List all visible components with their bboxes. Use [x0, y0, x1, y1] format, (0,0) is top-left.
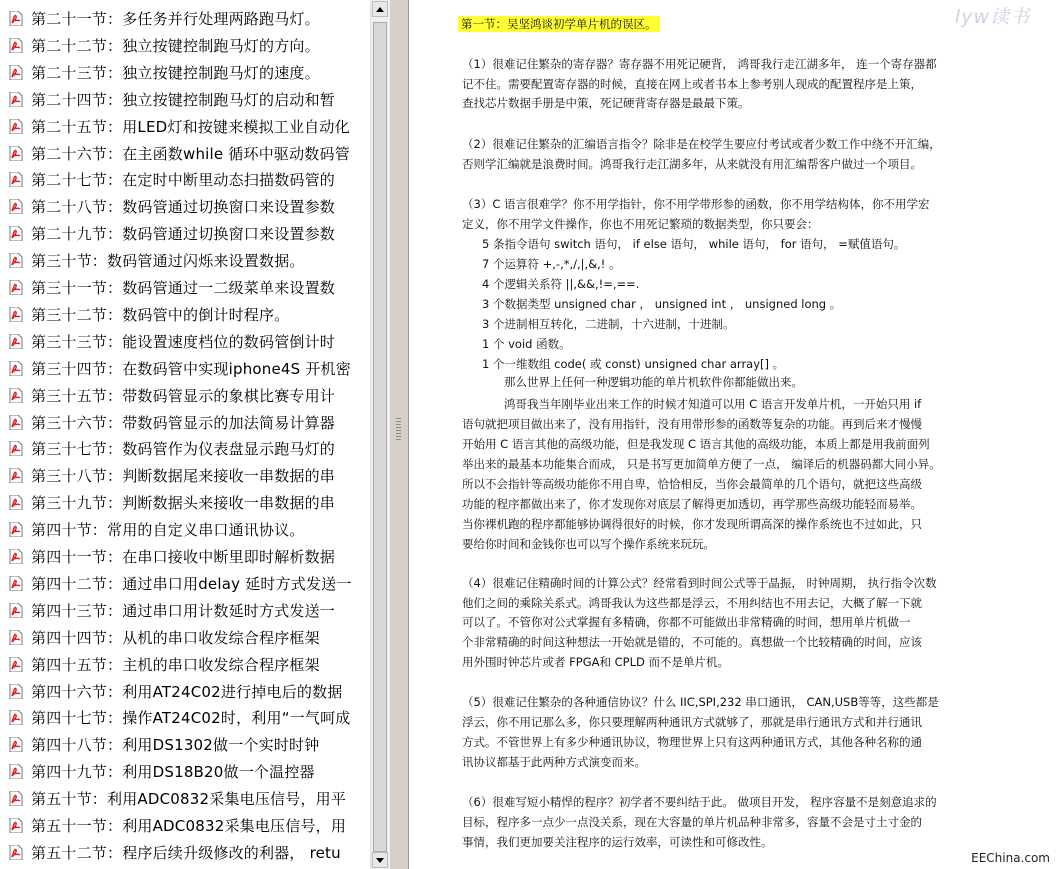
- toc-item-label: 第二十八节：数码管通过切换窗口来设置参数: [31, 197, 336, 216]
- paragraph-line: 方式。不管世界上有多少种通讯协议，物理世界上只有这两种通讯方式，其他各种名称的通: [462, 735, 922, 749]
- pdf-bookmark-icon: [9, 199, 23, 214]
- toc-item-label: 第四十节：常用的自定义串口通讯协议。: [31, 520, 305, 539]
- paragraph-line: 当你裸机跑的程序都能够协调得很好的时候，你才发现所谓高深的操作系统也不过如此，只: [462, 517, 922, 531]
- toc-item-label: 第四十二节：通过串口用delay 延时方式发送一: [31, 574, 352, 593]
- toc-item-label: 第二十九节：数码管通过切换窗口来设置参数: [31, 224, 336, 243]
- toc-item[interactable]: [0, 435, 370, 461]
- paragraph-line: 查找芯片数据手册是中策，死记硬背寄存器是最最下策。: [462, 96, 750, 110]
- toc-item[interactable]: [0, 328, 370, 354]
- toc-item-label: 第五十节：利用ADC0832采集电压信号，用平: [31, 789, 347, 808]
- pdf-bookmark-icon: [9, 65, 23, 80]
- pdf-bookmark-icon: [9, 11, 23, 26]
- paragraph-line: 所以不会指针等高级功能你不用自卑，恰恰相反，当你会最简单的几个语句，就把这些高级: [462, 477, 922, 491]
- toc-item-label: 第五十一节：利用ADC0832采集电压信号，用: [31, 816, 347, 835]
- pdf-bookmark-icon: [9, 334, 23, 349]
- pdf-bookmark-icon: [9, 307, 23, 322]
- paragraph-line: 1 个一维数组 code( 或 const) unsigned char array[] 。: [482, 357, 785, 371]
- toc-item[interactable]: [0, 704, 370, 730]
- paragraph-line: （5）很难记住繁杂的各种通信协议？什么 IIC,SPI,232 串口通讯， CAN,USB等等，这些都是: [462, 695, 939, 709]
- scroll-thumb[interactable]: [373, 22, 387, 852]
- footer-source: EEChina.com: [971, 851, 1050, 865]
- toc-item[interactable]: [0, 543, 370, 569]
- toc-item[interactable]: [0, 193, 370, 219]
- paragraph-line: 功能的程序都做出来了，你才发现你对底层了解得更加透切，再学那些高级功能轻而易举。: [462, 497, 922, 511]
- paragraph-line: （3）C 语言很难学？你不用学指针，你不用学带形参的函数，你不用学结构体，你不用学宏: [462, 197, 930, 211]
- toc-item[interactable]: [0, 86, 370, 112]
- toc-item-label: 第二十四节：独立按键控制跑马灯的启动和暂: [31, 90, 336, 109]
- toc-item-label: 第二十三节：独立按键控制跑马灯的速度。: [31, 63, 320, 82]
- scroll-down-button[interactable]: [372, 852, 388, 868]
- toc-item-label: 第三十八节：判断数据尾来接收一串数据的串: [31, 466, 336, 485]
- toc-item[interactable]: [0, 624, 370, 650]
- paragraph-line: 个非常精确的时间这种想法一开始就是错的，不可能的。真想做一个比较精确的时间，应该: [462, 635, 922, 649]
- pdf-bookmark-icon: [9, 253, 23, 268]
- pdf-bookmark-icon: [9, 737, 23, 752]
- paragraph-line: 浮云，你不用记那么多，你只要理解两种通讯方式就够了，那就是串行通讯方式和并行通讯: [462, 715, 922, 729]
- toc-item-label: 第四十五节：主机的串口收发综合程序框架: [31, 655, 320, 674]
- pdf-bookmark-icon: [9, 226, 23, 241]
- toc-item[interactable]: [0, 731, 370, 757]
- toc-item[interactable]: [0, 462, 370, 488]
- pdf-bookmark-icon: [9, 415, 23, 430]
- toc-item[interactable]: [0, 570, 370, 596]
- toc-item-label: 第二十七节：在定时中断里动态扫描数码管的: [31, 170, 336, 189]
- paragraph-line: 那么世界上任何一种逻辑功能的单片机软件你都能做出来。: [504, 375, 803, 389]
- toc-panel: [0, 0, 370, 869]
- paragraph-line: 要给你时间和金钱你也可以写个操作系统来玩玩。: [462, 537, 715, 551]
- toc-item[interactable]: [0, 839, 370, 865]
- paragraph-line: 语句就把项目做出来了，没有用指针，没有用带形参的函数等复杂的功能。再到后来才慢慢: [462, 417, 922, 431]
- pdf-bookmark-icon: [9, 388, 23, 403]
- pdf-bookmark-icon: [9, 468, 23, 483]
- splitter-grip[interactable]: [396, 418, 401, 442]
- pdf-bookmark-icon: [9, 172, 23, 187]
- toc-item[interactable]: [0, 113, 370, 139]
- pdf-bookmark-icon: [9, 146, 23, 161]
- toc-item[interactable]: [0, 355, 370, 381]
- pdf-bookmark-icon: [9, 684, 23, 699]
- toc-item-label: 第五十二节：程序后续升级修改的利器， retu: [31, 843, 341, 862]
- paragraph-line: （6）很难写短小精悍的程序？初学者不要纠结于此。 做项目开发， 程序容量不是刻意追求的: [462, 795, 937, 809]
- toc-item[interactable]: [0, 5, 370, 31]
- toc-item[interactable]: [0, 785, 370, 811]
- paragraph-line: 7 个运算符 +,-,*,/,|,&,! 。: [482, 257, 621, 271]
- paragraph-line: 举出来的最基本功能集合而成， 只是书写更加简单方便了一点， 编译后的机器码都大同小异。: [462, 457, 941, 471]
- paragraph-line: 目标，程序多一点少一点没关系，现在大容量的单片机品种非常多，容量不会是寸土寸金的: [462, 815, 922, 829]
- toc-item[interactable]: [0, 382, 370, 408]
- toc-item[interactable]: [0, 516, 370, 542]
- paragraph-line: 3 个进制相互转化，二进制，十六进制，十进制。: [482, 317, 735, 331]
- toc-item-label: 第二十六节：在主函数while 循环中驱动数码管: [31, 144, 350, 163]
- toc-item[interactable]: [0, 812, 370, 838]
- toc-item[interactable]: [0, 301, 370, 327]
- paragraph-line: 事情，我们更加要关注程序的运行效率，可读性和可修改性。: [462, 835, 773, 849]
- toc-item[interactable]: [0, 409, 370, 435]
- paragraph-line: 讯协议都基于此两种方式演变而来。: [462, 755, 646, 769]
- toc-item-label: 第四十六节：利用AT24C02进行掉电后的数据: [31, 682, 343, 701]
- paragraph-line: 否则学汇编就是浪费时间。鸿哥我行走江湖多年，从来就没有用汇编帮客户做过一个项目。: [462, 157, 922, 171]
- pdf-bookmark-icon: [9, 441, 23, 456]
- watermark: lyw读书: [954, 6, 1030, 28]
- paragraph-line: 用外围时钟芯片或者 FPGA和 CPLD 而不是单片机。: [462, 655, 730, 669]
- toc-item-label: 第二十五节：用LED灯和按键来模拟工业自动化: [31, 117, 350, 136]
- toc-item-label: 第三十七节：数码管作为仪表盘显示跑马灯的: [31, 439, 336, 458]
- toc-item[interactable]: [0, 489, 370, 515]
- pdf-bookmark-icon: [9, 361, 23, 376]
- toc-item-label: 第四十三节：通过串口用计数延时方式发送一: [31, 601, 336, 620]
- toc-item-label: 第三十三节：能设置速度档位的数码管倒计时: [31, 332, 336, 351]
- paragraph-line: （4）很难记住精确时间的计算公式？经常看到时间公式等于晶振， 时钟周期， 执行指令次数: [462, 576, 937, 590]
- pdf-bookmark-icon: [9, 818, 23, 833]
- paragraph-line: 开始用 C 语言其他的高级功能，但是我发现 C 语言其他的高级功能，本质上都是用我前面列: [462, 437, 930, 451]
- toc-item[interactable]: [0, 220, 370, 246]
- toc-item-label: 第四十一节：在串口接收中断里即时解析数据: [31, 547, 336, 566]
- pdf-bookmark-icon: [9, 630, 23, 645]
- toc-item-label: 第三十一节：数码管通过一二级菜单来设置数: [31, 278, 336, 297]
- paragraph-line: （1）很难记住繁杂的寄存器？寄存器不用死记硬背， 鸿哥我行走江湖多年， 连一个寄存器都: [462, 57, 937, 71]
- toc-item[interactable]: [0, 140, 370, 166]
- pdf-bookmark-icon: [9, 92, 23, 107]
- paragraph-line: 1 个 void 函数。: [482, 337, 571, 351]
- toc-item-label: 第二十一节：多任务并行处理两路跑马灯。: [31, 9, 320, 28]
- document-page: [410, 0, 1058, 869]
- arrow-up-icon: [376, 7, 384, 12]
- pdf-bookmark-icon: [9, 603, 23, 618]
- arrow-down-icon: [376, 858, 384, 863]
- paragraph-line: 他们之间的乘除关系式。鸿哥我认为这些都是浮云，不用纠结也不用去记，大概了解一下就: [462, 596, 922, 610]
- pdf-bookmark-icon: [9, 495, 23, 510]
- pane-splitter[interactable]: [390, 0, 409, 869]
- toc-item-label: 第四十八节：利用DS1302做一个实时时钟: [31, 735, 320, 754]
- toc-item[interactable]: [0, 597, 370, 623]
- paragraph-line: 记不住。需要配置寄存器的时候，直接在网上或者书本上参考别人现成的配置程序是上策，: [462, 77, 922, 91]
- toc-scrollbar[interactable]: [370, 0, 390, 869]
- pdf-bookmark-icon: [9, 280, 23, 295]
- pdf-bookmark-icon: [9, 522, 23, 537]
- scroll-up-button[interactable]: [372, 1, 388, 17]
- section-heading: 第一节：吴坚鸿谈初学单片机的误区。: [458, 16, 660, 32]
- toc-item-label: 第三十五节：带数码管显示的象棋比赛专用计: [31, 386, 336, 405]
- toc-item[interactable]: [0, 651, 370, 677]
- pdf-bookmark-icon: [9, 764, 23, 779]
- toc-item-label: 第三十二节：数码管中的倒计时程序。: [31, 305, 290, 324]
- pdf-bookmark-icon: [9, 657, 23, 672]
- pdf-bookmark-icon: [9, 710, 23, 725]
- toc-item-label: 第四十九节：利用DS18B20做一个温控器: [31, 762, 315, 781]
- pdf-bookmark-icon: [9, 549, 23, 564]
- paragraph-line: 可以了。不管你对公式掌握有多精确，你都不可能做出非常精确的时间，想用单片机做一: [462, 615, 911, 629]
- pdf-bookmark-icon: [9, 38, 23, 53]
- toc-item[interactable]: [0, 247, 370, 273]
- toc-item-label: 第三十六节：带数码管显示的加法简易计算器: [31, 413, 336, 432]
- paragraph-line: 定义，你不用学文件操作，你也不用死记繁琐的数据类型，你只要会：: [462, 217, 819, 231]
- paragraph-line: 4 个逻辑关系符 ||,&&,!=,==.: [482, 277, 640, 291]
- toc-item[interactable]: [0, 59, 370, 85]
- paragraph-line: （2）很难记住繁杂的汇编语言指令？除非是在校学生要应付考试或者少数工作中绕不开汇编，: [462, 137, 941, 151]
- paragraph-line: 鸿哥我当年刚毕业出来工作的时候才知道可以用 C 语言开发单片机，一开始只用 if: [504, 397, 922, 411]
- pdf-bookmark-icon: [9, 119, 23, 134]
- toc-item[interactable]: [0, 678, 370, 704]
- toc-item[interactable]: [0, 166, 370, 192]
- toc-item-label: 第三十四节：在数码管中实现iphone4S 开机密: [31, 359, 351, 378]
- pdf-bookmark-icon: [9, 576, 23, 591]
- paragraph-line: 3 个数据类型 unsigned char ， unsigned int ， unsigned long 。: [482, 297, 842, 311]
- toc-item[interactable]: [0, 274, 370, 300]
- toc-item-label: 第四十七节：操作AT24C02时，利用“一气呵成: [31, 708, 351, 727]
- paragraph-line: 5 条指令语句 switch 语句， if else 语句， while 语句， for 语句， =赋值语句。: [482, 237, 906, 251]
- toc-item-label: 第四十四节：从机的串口收发综合程序框架: [31, 628, 320, 647]
- toc-item-label: 第二十二节：独立按键控制跑马灯的方向。: [31, 36, 320, 55]
- pdf-bookmark-icon: [9, 791, 23, 806]
- toc-item[interactable]: [0, 758, 370, 784]
- pdf-bookmark-icon: [9, 845, 23, 860]
- toc-item[interactable]: [0, 32, 370, 58]
- toc-item-label: 第三十节：数码管通过闪烁来设置数据。: [31, 251, 305, 270]
- toc-item-label: 第三十九节：判断数据头来接收一串数据的串: [31, 493, 336, 512]
